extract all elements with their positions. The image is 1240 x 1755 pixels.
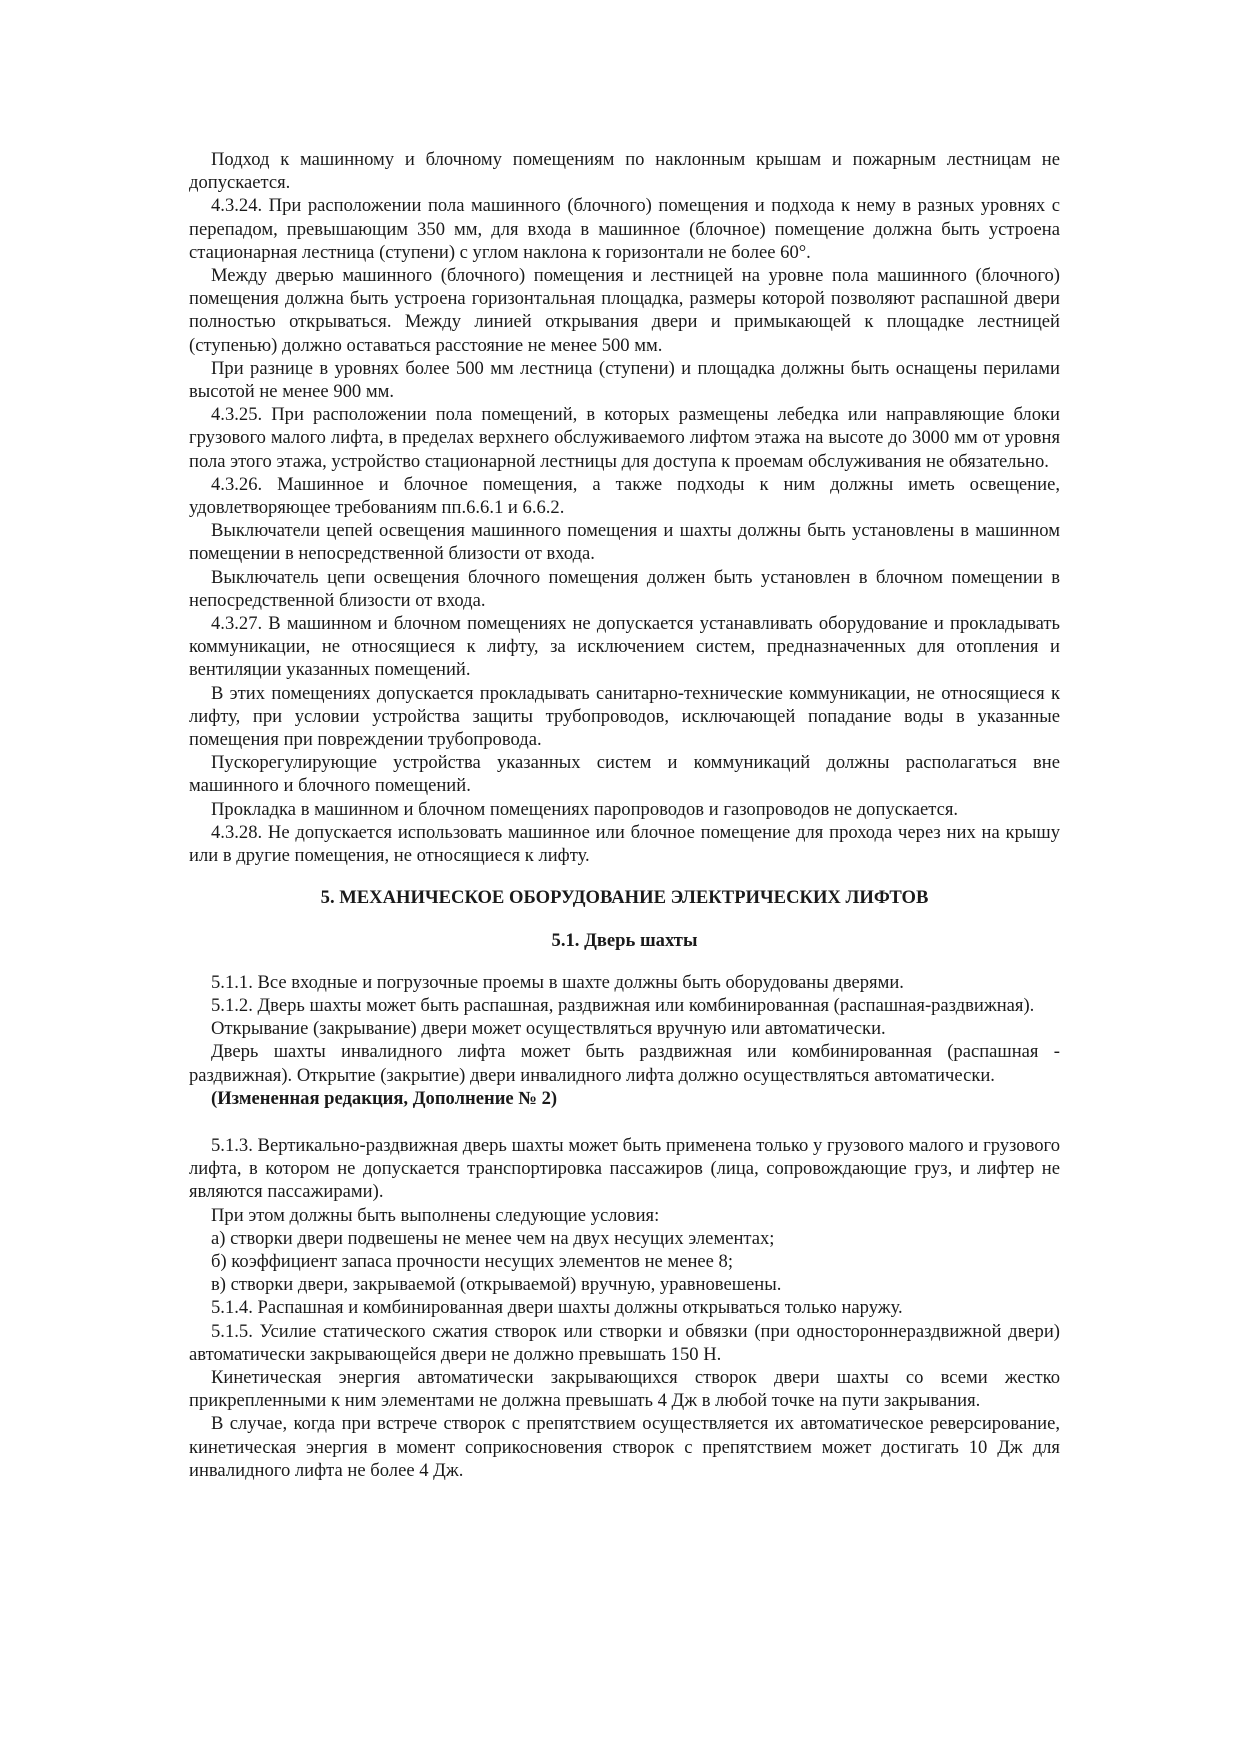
paragraph: Дверь шахты инвалидного лифта может быть раздвижная или комбинированная (распашная - раздвижная). Открытие (закрытие) двери инвалидного лифта должно осуществляться автоматически. [189,1041,1060,1086]
subsection-heading: 5.1. Дверь шахты [551,929,698,951]
paragraph: Открывание (закрывание) двери может осуществляться вручную или автоматически. [211,1018,886,1040]
paragraph: Выключатели цепей освещения машинного помещения и шахты должны быть установлены в машинном помещении в непосредственной близости от входа. [189,520,1060,565]
paragraph-4-3-27: 4.3.27. В машинном и блочном помещениях не допускается устанавливать оборудование и прокладывать коммуникации, не относящиеся к лифту, за исключением систем, предназначенных для отопления и вентиляции указанных помещений. [189,613,1060,681]
paragraph-4-3-28: 4.3.28. Не допускается использовать машинное или блочное помещение для прохода через них на крышу или в другие помещения, не относящиеся к лифту. [189,821,1060,867]
paragraph-4-3-26: 4.3.26. Машинное и блочное помещения, а также подходы к ним должны иметь освещение, удовлетворяющее требованиям пп.6.6.1 и 6.6.2. [189,473,1060,519]
paragraph: Выключатель цепи освещения блочного помещения должен быть установлен в блочном помещении в непосредственной близости от входа. [189,566,1060,611]
paragraph: В этих помещениях допускается прокладывать санитарно-технические коммуникации, не относящиеся к лифту, при условии устройства защиты трубопроводов, исключающей попадание воды в указанные помещения при повреждении трубопровода. [189,682,1060,751]
paragraph: Кинетическая энергия автоматически закрывающихся створок двери шахты со всеми жестко прикрепленными к ним элементами не должна превышать 4 Дж в любой точке на пути закрывания. [189,1366,1060,1412]
edition-note: (Измененная редакция, Дополнение № 2) [211,1087,558,1109]
paragraph: Между дверью машинного (блочного) помещения и лестницей на уровне пола машинного (блочного) помещения должна быть устроена горизонтальная площадка, размеры которой позволяют распашной двери полностью открываться. Между линией открывания двери и примыкающей к площадке лестницей (ступенью) должно оставаться расстояние не менее 500 мм. [189,265,1060,356]
paragraph-5-1-1: 5.1.1. Все входные и погрузочные проемы в шахте должны быть оборудованы дверями. [211,971,904,993]
list-item: б) коэффициент запаса прочности несущих элементов не менее 8; [211,1250,734,1272]
paragraph: При разнице в уровнях более 500 мм лестница (ступени) и площадка должны быть оснащены перилами высотой не менее 900 мм. [189,357,1060,403]
document-page [189,148,1060,1482]
spacer [189,1110,1060,1134]
paragraph-5-1-4: 5.1.4. Распашная и комбинированная двери шахты должны открываться только наружу. [211,1297,903,1319]
spacer [189,910,1060,929]
list-item: в) створки двери, закрываемой (открываемой) вручную, уравновешены. [211,1274,782,1296]
list-item: а) створки двери подвешены не менее чем на двух несущих элементах; [211,1227,775,1249]
paragraph-5-1-5: 5.1.5. Усилие статического сжатия створок или створки и обвязки (при одностороннераздвижной двери) автоматически закрывающейся двери не должно превышать 150 Н. [189,1320,1060,1365]
spacer [189,952,1060,971]
spacer [189,867,1060,886]
paragraph: Пускорегулирующие устройства указанных систем и коммуникаций должны располагаться вне машинного и блочного помещений. [189,752,1060,797]
paragraph: При этом должны быть выполнены следующие условия: [211,1204,660,1226]
paragraph: В случае, когда при встрече створок с препятствием осуществляется их автоматическое реверсирование, кинетическая энергия в момент соприкосновения створок с препятствием может достигать 10 Дж для инвалидного лифта не более 4 Дж. [189,1413,1060,1481]
paragraph: Прокладка в машинном и блочном помещениях паропроводов и газопроводов не допускается. [211,798,959,820]
paragraph-4-3-24: 4.3.24. При расположении пола машинного (блочного) помещения и подхода к нему в разных уровнях с перепадом, превышающим 350 мм, для входа в машинное (блочное) помещение должна быть устроена стационарная лестница (ступени) с углом наклона к горизонтали не более 60°. [189,195,1060,263]
paragraph: Подход к машинному и блочному помещениям по наклонным крышам и пожарным лестницам не допускается. [189,149,1060,194]
paragraph-5-1-2: 5.1.2. Дверь шахты может быть распашная, раздвижная или комбинированная (распашная-раздвижная). [211,994,1035,1016]
paragraph-4-3-25: 4.3.25. При расположении пола помещений, в которых размещены лебедка или направляющие блоки грузового малого лифта, в пределах верхнего обслуживаемого лифтом этажа на высоте до 3000 мм от уровня пола этого этажа, устройство стационарной лестницы для доступа к проемам обслуживания не обязательно. [189,404,1060,472]
paragraph-5-1-3: 5.1.3. Вертикально-раздвижная дверь шахты может быть применена только у грузового малого и грузового лифта, в котором не допускается транспортировка пассажиров (лица, сопровождающие груз, и лифтер не являются пассажирами). [189,1134,1060,1203]
section-heading: 5. МЕХАНИЧЕСКОЕ ОБОРУДОВАНИЕ ЭЛЕКТРИЧЕСКИХ ЛИФТОВ [320,887,929,909]
